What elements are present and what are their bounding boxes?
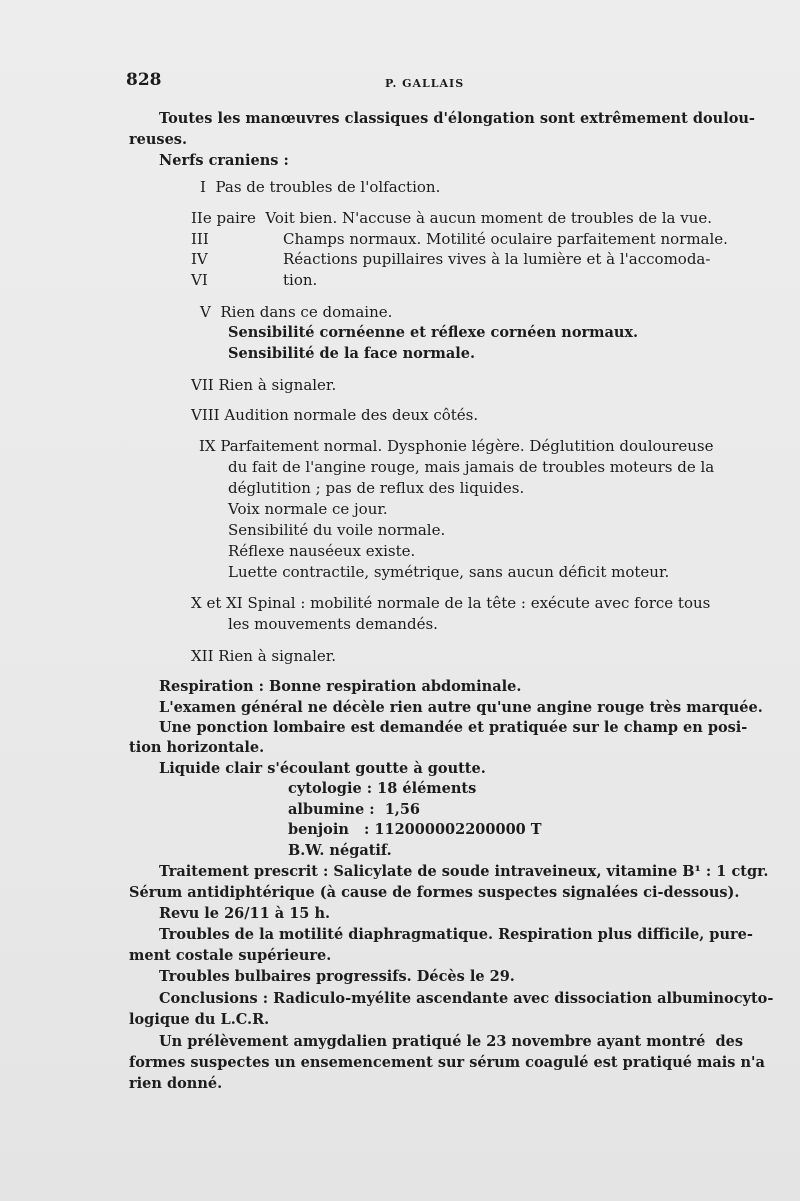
text-line: Sérum antidiphtérique (à cause de formes suspectes signalées ci-dessous).: [129, 884, 740, 901]
text-line: Nerfs craniens :: [159, 152, 289, 169]
text-line: L'examen général ne décèle rien autre qu'une angine rouge très marquée.: [159, 699, 763, 716]
lab-result: benjoin : 112000002200000 T: [288, 821, 542, 838]
running-header-author: P. GALLAIS: [385, 77, 465, 90]
lab-result: cytologie : 18 éléments: [288, 780, 477, 797]
page-number: 828: [126, 70, 162, 90]
text-line: déglutition ; pas de reflux des liquides.: [228, 479, 525, 497]
text-line: XII Rien à signaler.: [191, 647, 337, 665]
text-line: Traitement prescrit : Salicylate de soude intraveineux, vitamine B¹ : 1 ctgr.: [159, 863, 769, 880]
text-line: formes suspectes un ensemencement sur sérum coagulé est pratiqué mais n'a: [129, 1054, 765, 1071]
text-line: rien donné.: [129, 1075, 223, 1092]
text-line: VIII Audition normale des deux côtés.: [191, 406, 479, 424]
text-line: Liquide clair s'écoulant goutte à goutte.: [159, 760, 486, 777]
text-line: Sensibilité de la face normale.: [228, 345, 476, 362]
lab-result: B.W. négatif.: [288, 842, 392, 859]
text-line: Toutes les manœuvres classiques d'élongation sont extrêmement doulou-: [159, 110, 755, 127]
text-line: Revu le 26/11 à 15 h.: [159, 905, 331, 922]
text-line: IIe paire Voit bien. N'accuse à aucun moment de troubles de la vue.: [191, 209, 713, 227]
text-line: Conclusions : Radiculo-myélite ascendante avec dissociation albuminocyto-: [159, 990, 774, 1007]
text-line: logique du L.C.R.: [129, 1011, 270, 1028]
text-line: Troubles bulbaires progressifs. Décès le 29.: [159, 968, 515, 985]
text-line: VII Rien à signaler.: [191, 376, 337, 394]
lab-result: albumine : 1,56: [288, 801, 421, 818]
text-line: Voix normale ce jour.: [228, 500, 388, 518]
text-line: les mouvements demandés.: [228, 615, 438, 633]
text-line: Sensibilité cornéenne et réflexe cornéen normaux.: [228, 324, 639, 341]
text-line: Réflexe nauséeux existe.: [228, 542, 416, 560]
nerve-label: III: [191, 230, 209, 248]
text-line: reuses.: [129, 131, 188, 148]
text-line: Troubles de la motilité diaphragmatique. Respiration plus difficile, pure-: [159, 926, 753, 943]
text-line: du fait de l'angine rouge, mais jamais de troubles moteurs de la: [228, 458, 715, 476]
text-line: V Rien dans ce domaine.: [200, 303, 393, 321]
text-line: tion horizontale.: [129, 739, 265, 756]
text-line: Champs normaux. Motilité oculaire parfaitement normale.: [283, 230, 728, 248]
text-line: X et XI Spinal : mobilité normale de la tête : exécute avec force tous: [191, 594, 711, 612]
nerve-label: IV: [191, 250, 208, 268]
text-line: Luette contractile, symétrique, sans aucun déficit moteur.: [228, 563, 670, 581]
text-line: Un prélèvement amygdalien pratiqué le 23 novembre ayant montré des: [159, 1033, 743, 1050]
text-line: Sensibilité du voile normale.: [228, 521, 446, 539]
text-line: Respiration : Bonne respiration abdominale.: [159, 678, 522, 695]
text-line: IX Parfaitement normal. Dysphonie légère. Déglutition douloureuse: [199, 437, 714, 455]
text-line: Réactions pupillaires vives à la lumière et à l'accomoda-: [283, 250, 711, 268]
text-line: ment costale supérieure.: [129, 947, 332, 964]
nerve-label: VI: [191, 271, 208, 289]
text-line: tion.: [283, 271, 318, 289]
text-line: I Pas de troubles de l'olfaction.: [200, 178, 441, 196]
text-line: Une ponction lombaire est demandée et pratiquée sur le champ en posi-: [159, 719, 748, 736]
